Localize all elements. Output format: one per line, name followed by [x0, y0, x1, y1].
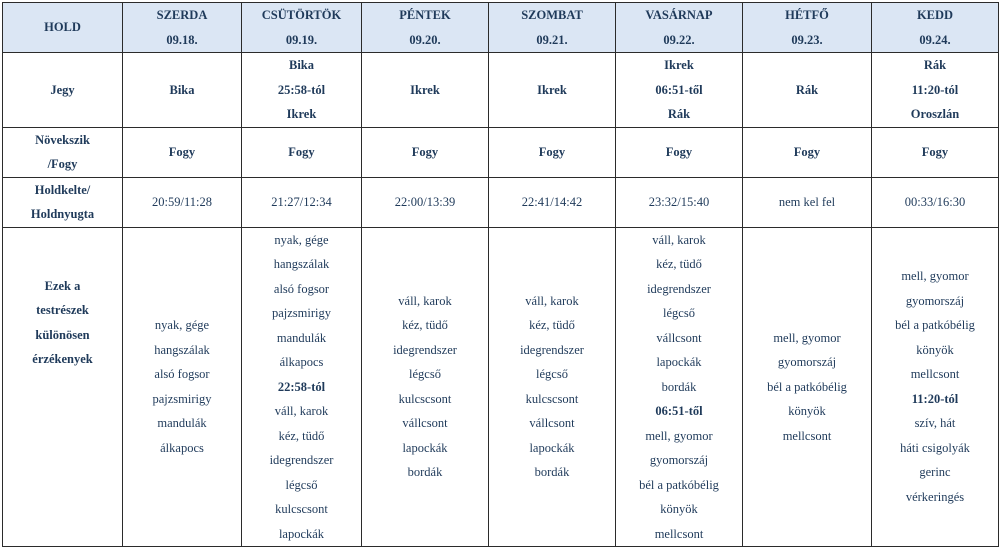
sign-text: Rák	[795, 82, 819, 97]
row-label-jegy: Jegy	[3, 53, 123, 128]
day-name: SZERDA	[156, 8, 208, 22]
body-part-item: gerinc	[919, 465, 951, 480]
label-line: érzékenyek	[32, 352, 93, 366]
body-part-item: bél a patkóbélig	[895, 318, 975, 333]
sign-change-time: 06:51-től	[655, 82, 703, 97]
body-part-item: vállcsont	[656, 330, 702, 345]
body-part-item: pajzsmirigy	[152, 391, 212, 406]
body-part-item: váll, karok	[652, 232, 706, 247]
body-part-item: könyök	[788, 404, 826, 418]
body-part-item: lapockák	[278, 526, 325, 541]
body-part-item: gyomorszáj	[649, 453, 709, 467]
body-part-item: hangszálak	[154, 342, 210, 357]
jegy-cell	[743, 53, 872, 128]
body-part-item: könyök	[916, 342, 954, 357]
body-part-item: könyök	[660, 502, 698, 516]
phase-cell: Fogy	[362, 127, 489, 177]
sign-text: Bika	[288, 58, 314, 72]
body-part-item: kulcscsont	[398, 391, 452, 406]
label-line: testrészek	[36, 303, 89, 317]
body-part-item: nyak, gége	[154, 318, 210, 333]
body-part-item: lapockák	[656, 355, 702, 369]
jegy-cell	[489, 53, 616, 128]
body-part-item: kéz, tüdő	[278, 428, 325, 443]
body-part-item: légcső	[536, 367, 568, 382]
body-part-item: pajzsmirigy	[271, 306, 331, 320]
moon-calendar-table	[2, 2, 999, 547]
body-part-item: kéz, tüdő	[529, 318, 575, 333]
body-part-item: mandulák	[157, 416, 207, 431]
body-part-item: mell, gyomor	[901, 269, 969, 284]
phase-cell: Fogy	[123, 127, 242, 177]
body-parts-cell	[123, 227, 242, 547]
sign-text: Bika	[169, 82, 195, 97]
row-label-holdkelte	[3, 177, 123, 227]
body-parts-cell	[362, 227, 489, 547]
body-part-item: légcső	[663, 306, 695, 320]
jegy-cell	[123, 53, 242, 128]
label-line: Holdnyugta	[30, 207, 95, 221]
body-part-item: idegrendszer	[269, 453, 334, 467]
body-part-item: vállcsont	[402, 416, 448, 431]
row-label-testreszek	[3, 227, 123, 547]
jegy-cell	[616, 53, 743, 128]
day-date: 09.19.	[285, 32, 318, 47]
body-part-item: álkapocs	[279, 355, 324, 369]
sign-change-time: 25:58-tól	[277, 82, 326, 97]
day-date: 09.20.	[409, 32, 441, 47]
body-part-item: váll, karok	[525, 293, 579, 308]
holdkelte-row	[3, 177, 999, 227]
body-part-item: bordák	[407, 465, 443, 480]
body-parts-cell	[872, 227, 999, 547]
sign-text: Rák	[923, 58, 947, 72]
sign-text: Oroszlán	[910, 107, 960, 121]
phase-cell: Fogy	[616, 127, 743, 177]
phase-cell: Fogy	[872, 127, 999, 177]
body-parts-cell	[489, 227, 616, 547]
novekszik-row	[3, 127, 999, 177]
body-part-item: légcső	[409, 367, 441, 382]
body-part-item: légcső	[285, 477, 318, 492]
label-line: Holdkelte/	[34, 182, 91, 197]
body-part-item: mellcsont	[654, 526, 704, 541]
sign-change-time: 11:20-tól	[911, 82, 959, 97]
body-part-item: szív, hát	[914, 416, 956, 431]
day-date: 09.24.	[919, 32, 951, 47]
body-part-item: lapockák	[402, 440, 448, 455]
moonrise-cell: 00:33/16:30	[872, 177, 999, 227]
day-name: VASÁRNAP	[645, 8, 713, 22]
phase-cell: Fogy	[242, 127, 362, 177]
body-part-item: váll, karok	[398, 293, 452, 308]
body-parts-cell	[242, 227, 362, 547]
moonrise-cell: nem kel fel	[743, 177, 872, 227]
header-day	[362, 3, 489, 53]
body-part-item: nyak, gége	[274, 232, 329, 247]
header-day	[743, 3, 872, 53]
body-part-item: vérkeringés	[905, 489, 965, 504]
moonrise-cell: 22:00/13:39	[362, 177, 489, 227]
sign-text: Ikrek	[286, 107, 317, 121]
body-part-item: bél a patkóbélig	[639, 477, 719, 492]
label-line: /Fogy	[47, 157, 78, 171]
body-parts-cell	[616, 227, 743, 547]
day-name: KEDD	[916, 8, 954, 22]
day-date: 09.22.	[663, 32, 695, 47]
body-parts-cell	[743, 227, 872, 547]
jegy-row	[3, 53, 999, 128]
sign-text: Rák	[667, 107, 691, 121]
body-part-item: gyomorszáj	[777, 355, 837, 369]
header-day	[123, 3, 242, 53]
jegy-cell	[872, 53, 999, 128]
body-part-item: mell, gyomor	[645, 428, 713, 443]
body-part-item: hangszálak	[273, 257, 330, 271]
body-part-item: kulcscsont	[525, 391, 579, 406]
day-name: PÉNTEK	[399, 8, 451, 22]
body-part-item: háti csigolyák	[900, 440, 970, 455]
time-marker: 11:20-tól	[911, 391, 959, 406]
moonrise-cell: 21:27/12:34	[242, 177, 362, 227]
day-date: 09.21.	[536, 32, 568, 47]
body-part-item: gyomorszáj	[905, 293, 965, 308]
body-part-item: bordák	[661, 379, 697, 394]
day-name: CSÜTÖRTÖK	[261, 8, 342, 22]
header-day	[872, 3, 999, 53]
phase-cell: Fogy	[489, 127, 616, 177]
header-day	[616, 3, 743, 53]
body-part-item: lapockák	[529, 440, 575, 455]
header-day	[242, 3, 362, 53]
body-part-item: mandulák	[276, 330, 327, 345]
time-marker: 06:51-től	[655, 404, 703, 418]
sign-text: Ikrek	[410, 82, 440, 97]
label-line: Növekszik	[35, 132, 90, 147]
day-date: 09.18.	[166, 32, 198, 47]
moonrise-cell: 23:32/15:40	[616, 177, 743, 227]
body-part-item: alsó fogsor	[273, 281, 330, 296]
body-part-item: mellcsont	[782, 428, 832, 443]
time-marker: 22:58-tól	[277, 379, 326, 394]
jegy-cell	[362, 53, 489, 128]
row-label-novekszik	[3, 127, 123, 177]
moonrise-cell: 22:41/14:42	[489, 177, 616, 227]
body-part-item: alsó fogsor	[154, 367, 210, 382]
label-line: Ezek a	[44, 278, 81, 293]
body-part-item: bordák	[534, 465, 570, 480]
body-part-item: kulcscsont	[275, 502, 328, 516]
body-part-item: álkapocs	[160, 440, 204, 455]
sign-text: Ikrek	[664, 58, 694, 72]
label-line: különösen	[35, 327, 90, 342]
body-part-item: idegrendszer	[520, 342, 584, 357]
day-name: SZOMBAT	[521, 8, 583, 22]
day-date: 09.23.	[791, 32, 823, 47]
body-part-item: kéz, tüdő	[656, 257, 702, 271]
body-part-item: váll, karok	[274, 404, 329, 418]
moonrise-cell: 20:59/11:28	[123, 177, 242, 227]
body-part-item: idegrendszer	[647, 281, 711, 296]
body-part-item: mell, gyomor	[773, 330, 841, 345]
sign-text: Ikrek	[537, 82, 567, 97]
body-part-item: bél a patkóbélig	[767, 379, 847, 394]
phase-cell: Fogy	[743, 127, 872, 177]
header-corner: HOLD	[3, 3, 123, 53]
body-part-item: vállcsont	[529, 416, 575, 431]
jegy-cell	[242, 53, 362, 128]
header-row	[3, 3, 999, 53]
testreszek-row	[3, 227, 999, 547]
body-part-item: idegrendszer	[393, 342, 457, 357]
header-day	[489, 3, 616, 53]
day-name: HÉTFŐ	[785, 8, 829, 22]
body-part-item: kéz, tüdő	[402, 318, 448, 333]
body-part-item: mellcsont	[910, 367, 960, 382]
